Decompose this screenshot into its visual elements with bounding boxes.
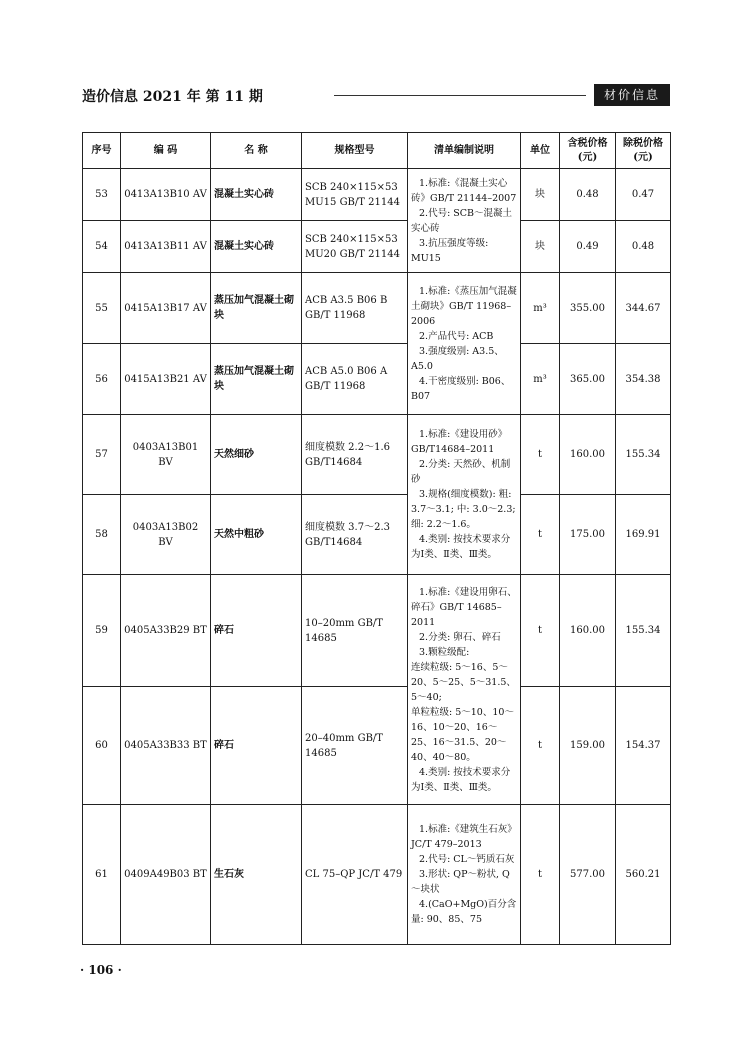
cell-unit: m³ (521, 344, 560, 415)
desc-line: 2.产品代号: ACB (419, 330, 494, 342)
page-header (82, 84, 670, 106)
desc-line: 1.标准:《蒸压加气混凝土砌块》GB/T 11968–2006 (411, 285, 517, 327)
desc-line: 1.标准:《建设用砂》GB/T14684–2011 (411, 429, 508, 455)
cell-unit: t (521, 805, 560, 945)
cell-desc (408, 415, 521, 575)
cell-price-tax: 365.00 (560, 344, 616, 415)
table-header-row (83, 133, 671, 169)
cell-name: 碎石 (211, 687, 302, 805)
cell-price-tax: 0.49 (560, 221, 616, 273)
cell-code: 0413A13B11 AV (121, 221, 211, 273)
desc-line: 2.分类: 天然砂、机制砂 (411, 459, 511, 485)
cell-price-net: 344.67 (616, 273, 671, 344)
cell-code: 0403A13B02 BV (121, 495, 211, 575)
cell-unit: 块 (521, 221, 560, 273)
header-name: 名 称 (211, 133, 302, 169)
cell-spec: SCB 240×115×53 MU15 GB/T 21144 (302, 169, 408, 221)
cell-spec: 细度模数 3.7～2.3 GB/T14684 (302, 495, 408, 575)
desc-line: 2.代号: CL～钙质石灰 (419, 854, 515, 865)
desc-line: 连续粒级: 5～16、5～20、5～25、5～31.5、5～40; (411, 661, 516, 703)
cell-spec: SCB 240×115×53 MU20 GB/T 21144 (302, 221, 408, 273)
cell-price-tax: 160.00 (560, 575, 616, 687)
header-code: 编 码 (121, 133, 211, 169)
cell-code: 0403A13B01 BV (121, 415, 211, 495)
cell-unit: m³ (521, 273, 560, 344)
cell-code: 0405A33B33 BT (121, 687, 211, 805)
desc-line: 4.类别: 按技术要求分为Ⅰ类、Ⅱ类、Ⅲ类。 (411, 534, 511, 560)
cell-price-tax: 159.00 (560, 687, 616, 805)
cell-code: 0405A33B29 BT (121, 575, 211, 687)
header-price-net: 除税价格(元) (616, 133, 671, 169)
cell-price-net: 169.91 (616, 495, 671, 575)
cell-price-net: 0.48 (616, 221, 671, 273)
cell-code: 0409A49B03 BT (121, 805, 211, 945)
cell-price-net: 0.47 (616, 169, 671, 221)
table-row (83, 221, 671, 273)
desc-line: 3.颗粒级配: (419, 646, 470, 658)
cell-price-tax: 577.00 (560, 805, 616, 945)
cell-seq: 57 (83, 415, 121, 495)
cell-price-net: 155.34 (616, 415, 671, 495)
cell-price-net: 154.37 (616, 687, 671, 805)
cell-spec: 10–20mm GB/T 14685 (302, 575, 408, 687)
table-row (83, 495, 671, 575)
header-title: 造价信息 2021 年 第 11 期 (82, 89, 263, 105)
header-seq: 序号 (83, 133, 121, 169)
desc-line: 2.代号: SCB～混凝土实心砖 (411, 207, 513, 234)
desc-line: 1.标准:《建筑生石灰》JC/T 479–2013 (411, 824, 517, 850)
desc-line: 4.类别: 按技术要求分为Ⅰ类、Ⅱ类、Ⅲ类。 (411, 766, 511, 793)
cell-seq: 60 (83, 687, 121, 805)
cell-name: 碎石 (211, 575, 302, 687)
cell-seq: 54 (83, 221, 121, 273)
cell-spec: ACB A3.5 B06 B GB/T 11968 (302, 273, 408, 344)
table-row (83, 687, 671, 805)
cell-desc (408, 805, 521, 945)
cell-spec: 细度模数 2.2～1.6 GB/T14684 (302, 415, 408, 495)
cell-desc (408, 169, 521, 273)
cell-unit: t (521, 687, 560, 805)
cell-name: 蒸压加气混凝土砌块 (211, 273, 302, 344)
cell-price-net: 354.38 (616, 344, 671, 415)
desc-line: 4.(CaO+MgO)百分含量: 90、85、75 (411, 899, 517, 925)
cell-unit: 块 (521, 169, 560, 221)
desc-line: 单粒粒级: 5～10、10～16、10～20、16～25、16～31.5、20～40、40～80。 (411, 706, 514, 763)
header-unit: 单位 (521, 133, 560, 169)
table-row (83, 415, 671, 495)
cell-spec: 20–40mm GB/T 14685 (302, 687, 408, 805)
cell-seq: 61 (83, 805, 121, 945)
cell-name: 混凝土实心砖 (211, 169, 302, 221)
cell-price-tax: 355.00 (560, 273, 616, 344)
cell-code: 0413A13B10 AV (121, 169, 211, 221)
cell-name: 天然中粗砂 (211, 495, 302, 575)
cell-price-net: 155.34 (616, 575, 671, 687)
header-spec: 规格型号 (302, 133, 408, 169)
price-table (82, 132, 671, 945)
header-desc: 清单编制说明 (408, 133, 521, 169)
cell-seq: 58 (83, 495, 121, 575)
cell-price-tax: 160.00 (560, 415, 616, 495)
cell-unit: t (521, 415, 560, 495)
desc-line: 2.分类: 卵石、碎石 (419, 631, 501, 643)
desc-line: 3.抗压强度等级: MU15 (411, 237, 489, 264)
cell-price-net: 560.21 (616, 805, 671, 945)
cell-code: 0415A13B17 AV (121, 273, 211, 344)
cell-name: 生石灰 (211, 805, 302, 945)
cell-desc (408, 575, 521, 805)
desc-line: 3.规格(细度模数): 粗: 3.7～3.1; 中: 3.0～2.3; 细: 2.2～1.6。 (411, 489, 516, 530)
cell-price-tax: 0.48 (560, 169, 616, 221)
desc-line: 4.干密度级别: B06、B07 (411, 375, 511, 402)
table-row (83, 169, 671, 221)
cell-unit: t (521, 575, 560, 687)
page-number: · 106 · (80, 963, 122, 977)
cell-spec: ACB A5.0 B06 A GB/T 11968 (302, 344, 408, 415)
cell-unit: t (521, 495, 560, 575)
cell-spec: CL 75–QP JC/T 479 (302, 805, 408, 945)
cell-name: 蒸压加气混凝土砌块 (211, 344, 302, 415)
section-badge: 材价信息 (594, 84, 670, 106)
desc-line: 1.标准:《建设用卵石、碎石》GB/T 14685–2011 (411, 586, 517, 628)
cell-seq: 55 (83, 273, 121, 344)
cell-seq: 59 (83, 575, 121, 687)
desc-line: 3.强度级别: A3.5、A5.0 (411, 345, 504, 372)
cell-name: 混凝土实心砖 (211, 221, 302, 273)
cell-price-tax: 175.00 (560, 495, 616, 575)
table-row (83, 575, 671, 687)
header-price-tax: 含税价格(元) (560, 133, 616, 169)
desc-line: 3.形状: QP～粉状, Q～块状 (411, 869, 510, 895)
cell-seq: 56 (83, 344, 121, 415)
cell-name: 天然细砂 (211, 415, 302, 495)
table-row (83, 344, 671, 415)
header-rule (334, 95, 586, 96)
desc-line: 1.标准:《混凝土实心砖》GB/T 21144–2007 (411, 177, 517, 204)
table-row (83, 805, 671, 945)
cell-seq: 53 (83, 169, 121, 221)
cell-desc (408, 273, 521, 415)
table-row (83, 273, 671, 344)
cell-code: 0415A13B21 AV (121, 344, 211, 415)
